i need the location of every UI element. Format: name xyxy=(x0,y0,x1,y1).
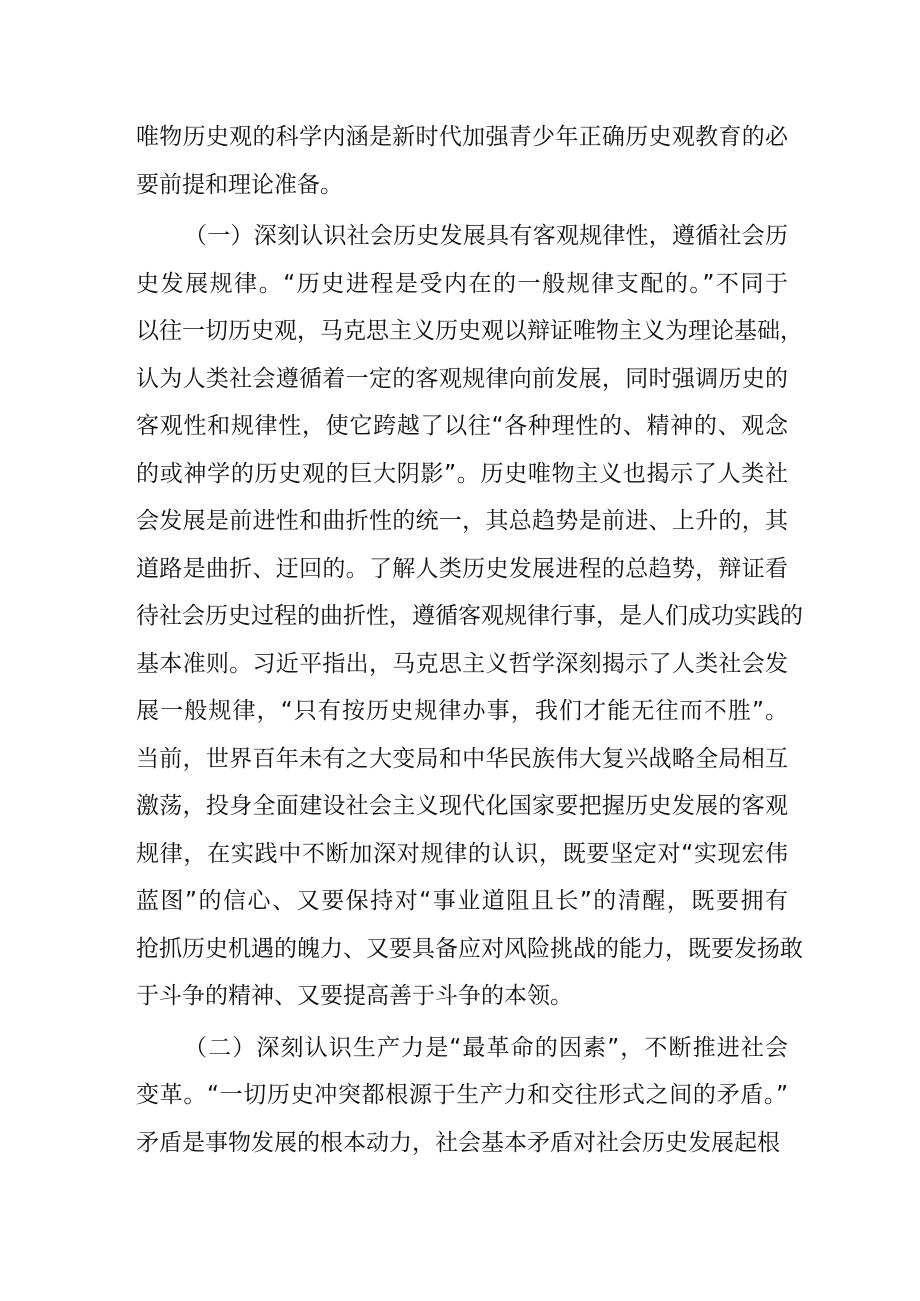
text-line: （二）深刻认识生产力是“最革命的因素”，不断推进社会 xyxy=(184,1034,788,1061)
text-line: 认为人类社会遵循着一定的客观规律向前发展，同时强调历史的 xyxy=(136,365,788,392)
text-line: 当前，世界百年未有之大变局和中华民族伟大复兴战略全局相互 xyxy=(136,745,788,772)
text-line: 变革。“一切历史冲突都根源于生产力和交往形式之间的矛盾。” xyxy=(136,1082,788,1108)
text-line: 以往一切历史观，马克思主义历史观以辩证唯物主义为理论基础， xyxy=(136,318,803,344)
text-line: 史发展规律。“历史进程是受内在的一般规律支配的。”不同于 xyxy=(136,270,788,297)
text-line: 于斗争的精神、又要提高善于斗争的本领。 xyxy=(136,983,573,1009)
paragraph-2 xyxy=(136,213,803,1021)
text-line: 唯物历史观的科学内涵是新时代加强青少年正确历史观教育的必 xyxy=(136,124,788,150)
document-body xyxy=(136,114,803,1167)
text-line: （一）深刻认识社会历史发展具有客观规律性，遵循社会历 xyxy=(184,223,788,249)
text-line: 抢抓历史机遇的魄力、又要具备应对风险挑战的能力，既要发扬敢 xyxy=(136,935,803,962)
text-line: 展一般规律，“只有按历史规律办事，我们才能无往而不胜”。 xyxy=(136,698,788,724)
text-line: 激荡，投身全面建设社会主义现代化国家要把握历史发展的客观 xyxy=(136,793,788,819)
text-line: 要前提和理论准备。 xyxy=(136,171,343,198)
text-line: 道路是曲折、迂回的。了解人类历史发展进程的总趋势，辩证看 xyxy=(136,555,788,582)
text-line: 的或神学的历史观的巨大阴影”。历史唯物主义也揭示了人类社 xyxy=(136,460,788,487)
text-line: 客观性和规律性，使它跨越了以往“各种理性的、精神的、观念 xyxy=(136,413,788,439)
paragraph-3 xyxy=(136,1025,788,1168)
paragraph-1 xyxy=(136,114,788,209)
text-line: 规律，在实践中不断加深对规律的认识，既要坚定对“实现宏伟 xyxy=(136,840,788,867)
text-line: 会发展是前进性和曲折性的统一，其总趋势是前进、上升的，其 xyxy=(136,508,788,534)
text-line: 蓝图”的信心、又要保持对“事业道阻且长”的清醒，既要拥有 xyxy=(136,888,788,914)
text-line: 基本准则。习近平指出，马克思主义哲学深刻揭示了人类社会发 xyxy=(136,650,788,677)
text-line: 待社会历史过程的曲折性，遵循客观规律行事，是人们成功实践的 xyxy=(136,603,803,629)
text-line: 矛盾是事物发展的根本动力，社会基本矛盾对社会历史发展起根 xyxy=(136,1129,780,1156)
